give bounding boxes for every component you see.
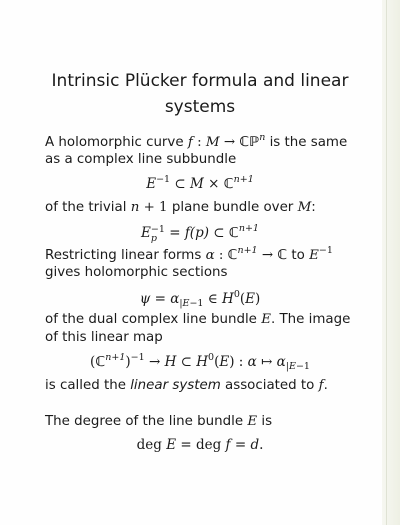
paragraph-holomorphic-sections: gives holomorphic sections bbox=[45, 265, 228, 280]
paragraph-dual-bundle: of the dual complex line bundle E. The image bbox=[45, 312, 351, 327]
formula-fiber: E −1 p = f(p) ⊂ ℂ$^{n+1}$ bbox=[141, 223, 259, 244]
paragraph-linear-system: is called the linear system associated to f. bbox=[45, 378, 328, 393]
paragraph-degree: The degree of the line bundle E is bbox=[45, 414, 273, 429]
emphasis-linear-system: linear system bbox=[130, 378, 221, 393]
formula-subbundle: $E^{-1}$ ⊂ M × ℂ$^{n+1}$ bbox=[146, 174, 254, 192]
paragraph-holomorphic-curve: A holomorphic curve f : M → ℂℙ$^n$ is the same bbox=[45, 132, 348, 150]
paragraph-linear-map: of this linear map bbox=[45, 330, 163, 345]
paragraph-restricting-forms: Restricting linear forms α : ℂ$^{n+1}$ → ℂ to $E^{-1}$ bbox=[45, 245, 333, 263]
formula-curve-map: f : M → ℂℙ$^n$ bbox=[187, 132, 266, 150]
formula-section: $\psi = \alpha_{|E-1}$ ∈ $H^0(E)$ bbox=[139, 289, 261, 309]
formula-linear-map: (ℂ$^{n+1}$)$^{-1}$ → H ⊂ $H^0(E)$ : α ↦ $\alpha_{|E-1}$ bbox=[90, 352, 310, 372]
paragraph-line-subbundle: as a complex line subbundle bbox=[45, 152, 237, 167]
slide-title-line-2: systems bbox=[164, 97, 236, 117]
formula-degree: deg E = deg f = d. bbox=[136, 437, 264, 453]
paragraph-trivial-bundle: of the trivial n + 1 plane bundle over M: bbox=[45, 200, 316, 215]
slide-title-line-1: Intrinsic Plücker formula and linear bbox=[51, 71, 349, 91]
